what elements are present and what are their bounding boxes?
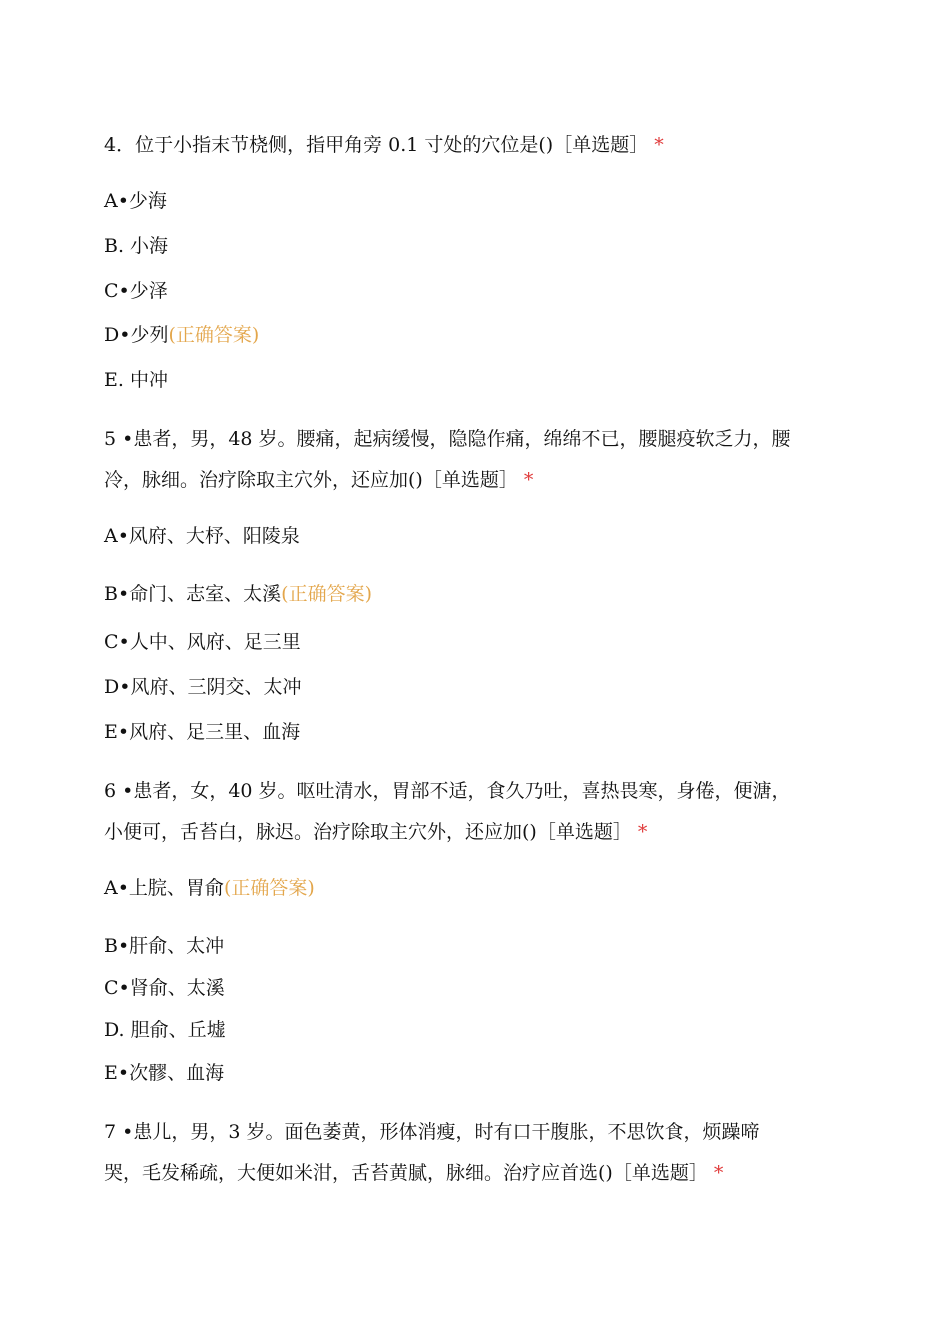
question-4-option-b[interactable]	[104, 234, 168, 258]
correct-answer-tag: (正确答案)	[223, 877, 315, 899]
question-4-option-d[interactable]	[104, 323, 259, 347]
question-4-stem	[104, 133, 664, 157]
question-6-option-a[interactable]	[104, 876, 315, 900]
question-4-option-e[interactable]	[104, 368, 168, 392]
question-6-option-c[interactable]	[104, 976, 225, 1000]
option-text: D•风府、三阴交、太冲	[104, 676, 302, 698]
question-stem-text: 5 •患者，男，48 岁。腰痛，起病缓慢，隐隐作痛，绵绵不已，腰腿疫软乏力，腰	[104, 428, 791, 450]
option-text: A•少海	[104, 190, 167, 212]
option-text: B•命门、志室、太溪	[104, 583, 282, 605]
option-text: A•风府、大杼、阳陵泉	[104, 525, 300, 547]
question-5-stem-line-2	[104, 468, 533, 492]
question-6-option-d[interactable]	[104, 1018, 226, 1042]
required-marker: *	[637, 821, 648, 843]
required-marker: *	[654, 134, 664, 156]
option-text: C•肾俞、太溪	[104, 977, 225, 999]
question-5-option-d[interactable]	[104, 675, 301, 699]
question-6-option-b[interactable]	[104, 934, 224, 958]
option-text: E•次髎、血海	[104, 1062, 225, 1084]
correct-answer-tag: (正确答案)	[168, 324, 260, 346]
question-stem-text: 6 •患者，女，40 岁。呕吐清水，胃部不适，食久乃吐，喜热畏寒，身倦，便溏，	[104, 780, 791, 802]
question-stem-text: 冷，脉细。治疗除取主穴外，还应加()［单选题］	[104, 469, 518, 491]
question-stem-text: 哭，毛发稀疏，大便如米泔，舌苔黄腻，脉细。治疗应首选()［单选题］	[104, 1162, 708, 1184]
question-5-option-a[interactable]	[104, 524, 300, 548]
question-5-option-e[interactable]	[104, 720, 300, 744]
option-text: E. 中冲	[104, 369, 168, 391]
option-text: B. 小海	[104, 235, 169, 257]
option-text: D. 胆俞、丘墟	[104, 1019, 226, 1041]
option-text: B•肝俞、太冲	[104, 935, 225, 957]
option-text: C•少泽	[104, 280, 168, 302]
correct-answer-tag: (正确答案)	[281, 583, 372, 605]
option-text: E•风府、足三里、血海	[104, 721, 301, 743]
question-4-option-c[interactable]	[104, 279, 168, 303]
question-6-stem-line-2	[104, 820, 647, 844]
question-4-option-a[interactable]	[104, 189, 167, 213]
question-6-stem-line-1	[104, 779, 791, 803]
question-5-stem-line-1	[104, 427, 791, 451]
question-7-stem-line-2	[104, 1161, 723, 1185]
question-6-option-e[interactable]	[104, 1061, 224, 1085]
option-text: A•上脘、胃俞	[104, 877, 224, 899]
question-5-option-c[interactable]	[104, 630, 301, 654]
required-marker: *	[713, 1162, 724, 1184]
option-text: D•少列	[104, 324, 169, 346]
required-marker: *	[523, 469, 534, 491]
question-stem-text: 4．位于小指末节桡侧，指甲角旁 0.1 寸处的穴位是()［单选题］	[104, 134, 649, 156]
question-5-option-b[interactable]	[104, 582, 372, 606]
option-text: C•人中、风府、足三里	[104, 631, 301, 653]
question-stem-text: 7 •患儿，男，3 岁。面色萎黄，形体消瘦，时有口干腹胀，不思饮食，烦躁啼	[104, 1121, 760, 1143]
question-stem-text: 小便可，舌苔白，脉迟。治疗除取主穴外，还应加()［单选题］	[104, 821, 632, 843]
question-7-stem-line-1	[104, 1120, 759, 1144]
